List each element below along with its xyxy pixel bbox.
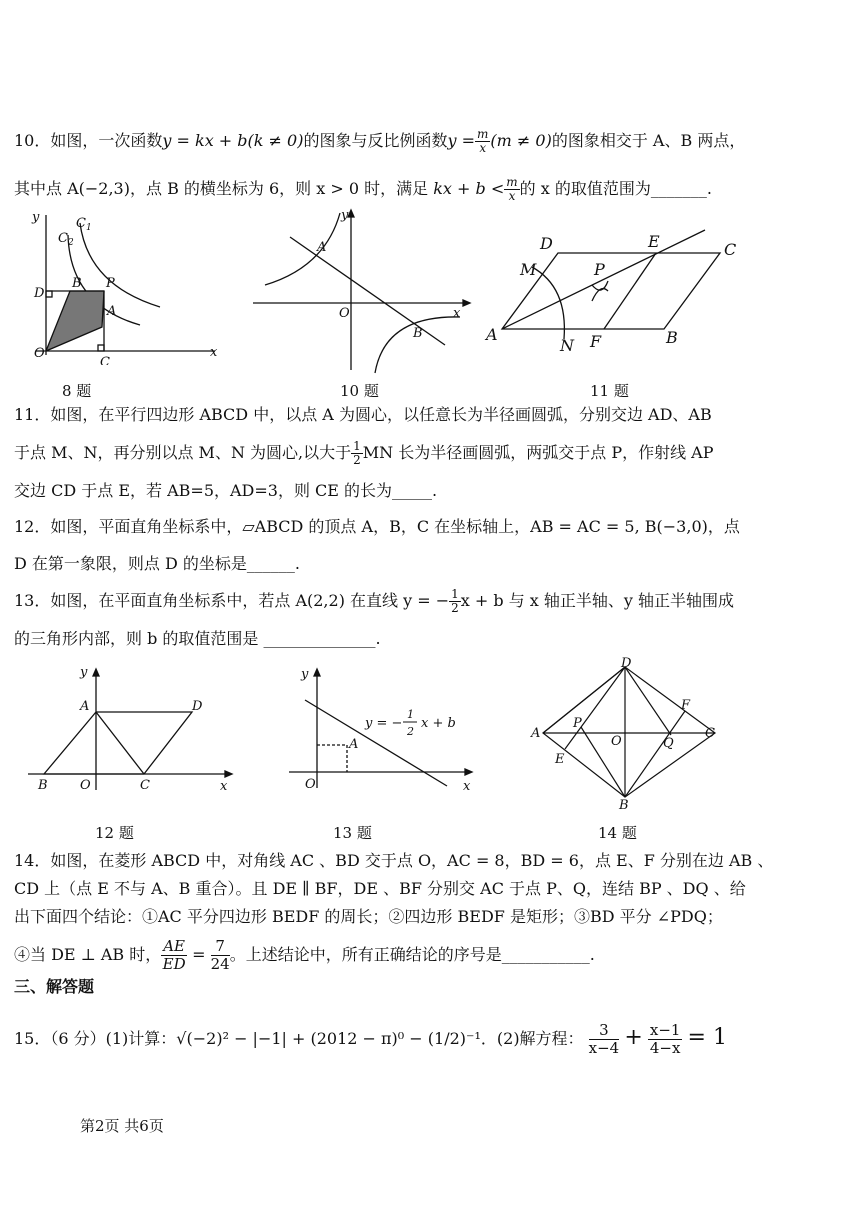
- fig10-label-b: B: [413, 326, 423, 341]
- fig12-label-a: A: [80, 699, 90, 714]
- fig14-label-a: A: [531, 726, 541, 741]
- fig14-label-p: P: [573, 716, 582, 731]
- q10-line-2: [14, 176, 712, 203]
- fig8-label-c: C: [100, 355, 110, 365]
- q10-fraction-m-x-2: $\frac{m}{x}$: [506, 175, 518, 203]
- fig10-label-y: y: [341, 208, 349, 223]
- q15-fraction-1: $\frac{3}{x-4}$: [588, 1021, 620, 1057]
- q11-line-2: 于点 M、N，再分别以点 M、N 为圆心,以大于 $\frac{1}{2}$ MN 长为半径画圆弧，两弧交于点 P，作射线 AP: [14, 439, 714, 467]
- q13-line-1: 13．如图，在平面直角坐标系中，若点 A(2,2) 在直线 y = − $\frac{1}{2}$ x + b 与 x 轴正半轴、y 轴正半轴围成: [14, 587, 735, 615]
- fig14-rhombus: [543, 667, 715, 797]
- q12-line-2: D 在第一象限，则点 D 的坐标是______.: [14, 554, 301, 573]
- fig8-label-c2: $C_2$: [58, 231, 74, 248]
- q14-fraction-7-24: $\frac{7}{24}$: [210, 937, 230, 973]
- q14-line-3: 出下面四个结论：①AC 平分四边形 BEDF 的周长；②四边形 BEDF 是矩形；③BD 平分 ∠PDQ；: [14, 907, 723, 926]
- section-heading-3: 三、解答题: [14, 977, 95, 996]
- fig12-x-arrow: [225, 771, 232, 777]
- caption-12: 12 题: [95, 824, 134, 842]
- q13-line-2: 的三角形内部，则 b 的取值范围是 ______________.: [14, 629, 381, 648]
- fig14-label-q: Q: [663, 736, 674, 751]
- q10-inverse-y: y =: [447, 131, 476, 150]
- fig10-hyperbola-left: [265, 213, 340, 285]
- q14-line-2: CD 上（点 E 不与 A、B 重合）。且 DE ∥ BF，DE 、BF 分别交 AC 于点 P、Q，连结 BP 、DQ 、给: [14, 879, 746, 898]
- q14-fraction-ae-ed: $\frac{AE}{ED}$: [162, 937, 186, 973]
- q13-fraction-half: $\frac{1}{2}$: [451, 587, 459, 615]
- q15-line: 15．（6 分）(1)计算：√(−2)² − |−1| + (2012 − π)⁰ − (1/2)⁻¹．(2)解方程： $\frac{3}{x-4}$ + $\frac{x-1}{4-x}$ = 1: [14, 1021, 727, 1057]
- fig13-x-arrow: [465, 769, 472, 775]
- fig12-label-x: x: [220, 779, 228, 794]
- fig11-label-b: B: [666, 328, 678, 347]
- fig11-label-p: P: [594, 260, 605, 279]
- fig13-equation: y = −: [365, 716, 403, 731]
- fig12-label-o: O: [80, 778, 91, 793]
- fig12-label-b: B: [38, 778, 48, 793]
- fig8-right-angle-d: [46, 291, 52, 297]
- fig12-y-arrow: [93, 669, 99, 676]
- fig12-label-c: C: [140, 778, 150, 793]
- fig14-label-f: F: [681, 698, 691, 713]
- q10-fraction-m-x: $\frac{m}{x}$: [477, 127, 489, 155]
- fig10-label-o: O: [339, 306, 350, 321]
- fig8-label-x: x: [210, 345, 218, 360]
- fig11-segment-ef: [604, 253, 656, 329]
- fig8-label-o: O: [34, 346, 45, 361]
- caption-14: 14 题: [598, 824, 637, 842]
- fig13-line: [305, 700, 447, 786]
- figure-11: [480, 225, 750, 355]
- fig8-label-p: P: [106, 276, 115, 291]
- caption-13: 13 题: [333, 824, 372, 842]
- q10-text-2c: 的 x 的取值范围为_______.: [519, 179, 712, 198]
- figure-8: [10, 205, 225, 365]
- fig10-label-x: x: [453, 306, 461, 321]
- q15-fraction-2: $\frac{x-1}{4-x}$: [649, 1021, 681, 1057]
- fig11-label-c: C: [724, 240, 737, 259]
- q11-line-1: 11．如图，在平行四边形 ABCD 中，以点 A 为圆心，以任意长为半径画圆弧，分别交边 AD、AB: [14, 405, 712, 424]
- fig10-y-arrow: [348, 210, 354, 217]
- figure-12: [20, 662, 240, 797]
- fig14-segment-bf: [625, 711, 685, 797]
- q10-inequality: kx + b <: [433, 179, 505, 198]
- q15-expression: √(−2)² − |−1| + (2012 − π)⁰ − (1/2)⁻¹: [176, 1029, 481, 1048]
- fig8-shaded-region: [46, 291, 104, 351]
- fig8-label-y: y: [32, 210, 40, 225]
- fig14-label-o: O: [611, 734, 622, 749]
- figure-14: [525, 655, 730, 810]
- caption-11: 11 题: [590, 382, 629, 400]
- fig11-label-n: N: [560, 336, 574, 355]
- q10-text-f: 的图象相交于 A、B 两点，: [551, 131, 746, 150]
- fig13-eq-rest: x + b: [421, 716, 456, 731]
- fig13-y-arrow: [314, 669, 320, 676]
- fig10-x-arrow: [463, 300, 470, 306]
- q10-condition: (m ≠ 0): [490, 131, 552, 150]
- fig13-label-a: A: [349, 737, 359, 752]
- fig8-right-angle-c: [98, 345, 104, 351]
- fig12-label-y: y: [80, 665, 88, 680]
- fig12-parallelogram: [44, 712, 192, 774]
- q10-line-1: [14, 128, 745, 155]
- fig8-label-a: A: [107, 304, 117, 319]
- q10-text-a: 10．如图，一次函数: [14, 131, 163, 150]
- figure-10: [245, 205, 475, 375]
- figure-13: [285, 662, 485, 797]
- q14-line-1: 14．如图，在菱形 ABCD 中，对角线 AC 、BD 交于点 O，AC = 8，BD = 6，点 E、F 分别在边 AB 、: [14, 851, 774, 870]
- fig11-arc-mn: [532, 267, 564, 339]
- fig13-label-x: x: [463, 779, 471, 794]
- fig11-label-a: A: [486, 325, 498, 344]
- q10-text-c: 的图象与反比例函数: [303, 131, 448, 150]
- fig13-eq-num: 1: [407, 708, 414, 721]
- q12-line-1: 12．如图，平面直角坐标系中，▱ABCD 的顶点 A，B，C 在坐标轴上，AB = AC = 5, B(−3,0)，点: [14, 517, 740, 536]
- fig10-label-a: A: [317, 240, 327, 255]
- fig12-segment-ac: [96, 712, 144, 774]
- q11-line-3: 交边 CD 于点 E，若 AB=5，AD=3，则 CE 的长为_____.: [14, 481, 438, 500]
- fig12-label-d: D: [192, 699, 203, 714]
- q11-fraction-half: $\frac{1}{2}$: [353, 439, 361, 467]
- fig14-label-d: D: [621, 656, 632, 671]
- fig11-label-f: F: [590, 332, 602, 351]
- q10-text-2a: 其中点 A(−2,3)，点 B 的横坐标为 6，则 x > 0 时，满足: [14, 179, 429, 198]
- fig8-label-b: B: [72, 276, 82, 291]
- fig14-segment-dq: [625, 667, 671, 735]
- q10-linear-func: y = kx + b(k ≠ 0): [162, 131, 304, 150]
- page-footer: 第2页 共6页: [80, 1117, 164, 1135]
- fig8-label-c1: $C_1$: [76, 216, 92, 233]
- fig13-label-y: y: [301, 667, 309, 682]
- fig14-label-b: B: [619, 798, 629, 810]
- q14-line-4: ④当 DE ⊥ AB 时， $\frac{AE}{ED}$ = $\frac{7}{24}$ 。上述结论中，所有正确结论的序号是___________.: [14, 937, 595, 973]
- fig11-label-d: D: [540, 234, 553, 253]
- fig13-label-o: O: [305, 777, 316, 792]
- fig8-label-d: D: [34, 286, 45, 301]
- caption-8: 8 题: [62, 382, 92, 400]
- fig11-label-m: M: [520, 260, 537, 279]
- fig11-label-e: E: [648, 232, 660, 251]
- caption-10: 10 题: [340, 382, 379, 400]
- fig13-eq-den: 2: [407, 725, 414, 738]
- fig14-label-c: C: [705, 726, 715, 741]
- fig14-label-e: E: [555, 752, 565, 767]
